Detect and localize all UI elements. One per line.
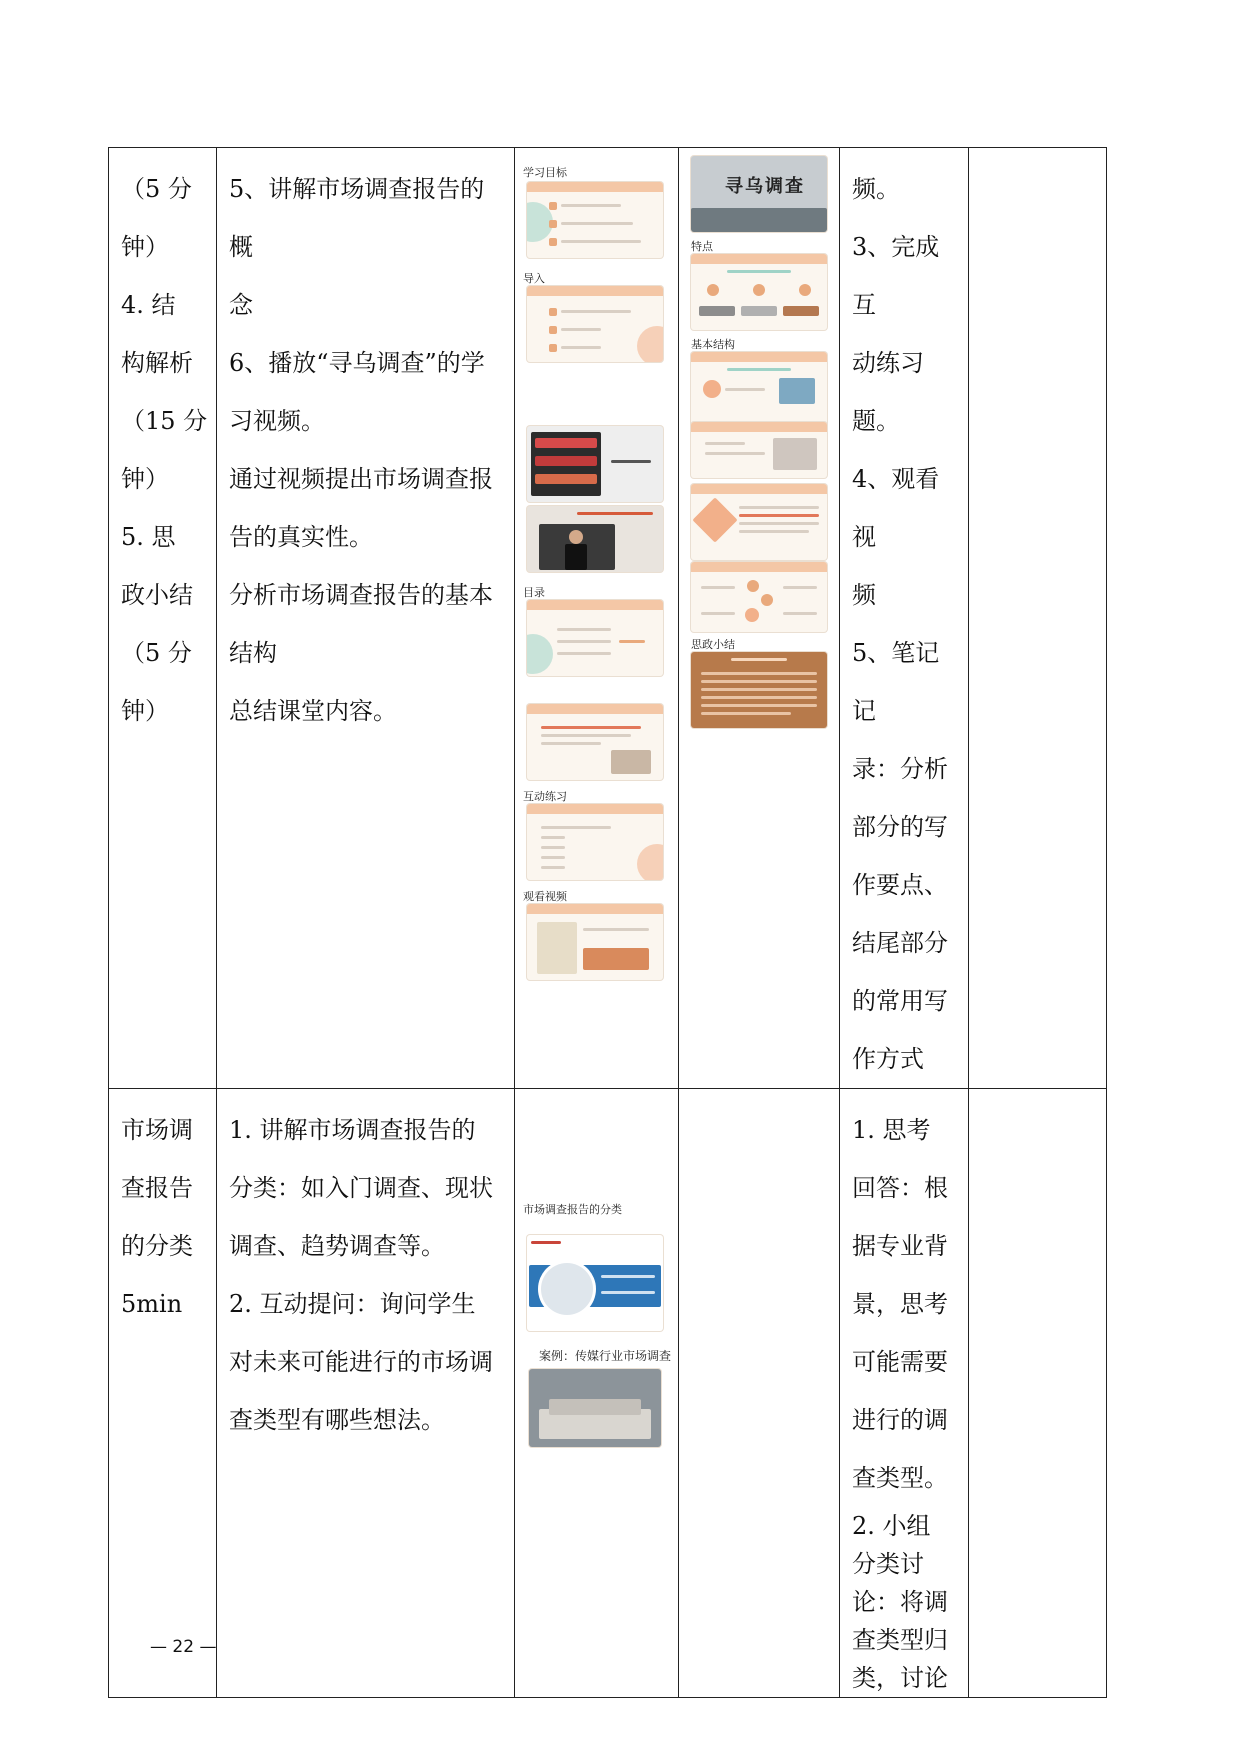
- text-line: 部分的写: [852, 813, 948, 841]
- slide-caption: 思政小结: [691, 638, 735, 651]
- slide-thumbnail-xunwu-banner: [691, 156, 827, 232]
- text-line: 市场调: [121, 1116, 193, 1144]
- text-line: 4、观看视: [852, 465, 940, 551]
- slide-thumbnail-features: [691, 254, 827, 330]
- text-line: 2. 小组: [852, 1512, 931, 1540]
- time-structure-cell: [109, 148, 217, 1089]
- slide-caption: 导入: [523, 272, 545, 285]
- notes-cell: [969, 1089, 1107, 1698]
- text-line: 5. 思: [121, 523, 176, 551]
- page-number: — 22 —: [150, 1637, 217, 1657]
- teacher-activity-cell: [217, 1089, 515, 1698]
- slide-caption: 观看视频: [523, 890, 567, 903]
- text-line: 录：分析: [852, 755, 948, 783]
- text-line: 景，思考: [852, 1290, 948, 1318]
- slide-thumbnail-intro: [527, 286, 663, 362]
- text-line: 构解析: [121, 349, 193, 377]
- case-caption: 案例：传媒行业市场调查: [539, 1349, 672, 1363]
- text-line: 2. 互动提问：询问学生: [229, 1290, 476, 1318]
- slides-cell-a: [515, 1089, 679, 1698]
- text-line: 查类型。: [852, 1464, 948, 1492]
- text-line: （5 分: [121, 175, 192, 203]
- slide-thumbnail-exercise: [527, 804, 663, 880]
- text-line: 5、笔记记: [852, 639, 940, 725]
- text-line: 6、播放“寻乌调查”的学: [229, 349, 485, 377]
- text-line: 查类型归: [852, 1626, 948, 1654]
- student-activity-cell: [840, 148, 969, 1089]
- text-line: 结构: [229, 639, 277, 667]
- slide-thumbnail-contents: [527, 600, 663, 676]
- text-line: 1. 讲解市场调查报告的: [229, 1116, 476, 1144]
- text-line: 作方式: [852, 1045, 924, 1073]
- text-line: 总结课堂内容。: [229, 697, 397, 725]
- text-line: （15 分: [121, 407, 208, 435]
- text-line: 分析市场调查报告的基本: [229, 581, 493, 609]
- slides-cell-b: [679, 1089, 840, 1698]
- text-line: 回答：根: [852, 1174, 948, 1202]
- banner-title: 寻乌调查: [725, 176, 805, 197]
- table-row: [109, 148, 1107, 1089]
- text-line: 4. 结: [121, 291, 176, 319]
- slide-thumbnail-structure-3: [691, 484, 827, 560]
- text-line: （5 分: [121, 639, 192, 667]
- slide-caption: 特点: [691, 240, 713, 253]
- text-line: 习视频。: [229, 407, 325, 435]
- slide-caption: 市场调查报告的分类: [523, 1203, 622, 1216]
- slide-thumbnail-question: [527, 704, 663, 780]
- text-line: 5min: [121, 1290, 183, 1318]
- student-activity-cell: [840, 1089, 969, 1698]
- slides-cell-b: [679, 148, 840, 1089]
- slides-cell-a: [515, 148, 679, 1089]
- text-line: 可能需要: [852, 1348, 948, 1376]
- slide-thumbnail-video-speaker: [527, 506, 663, 572]
- slide-thumbnail-newspapers: [529, 1369, 661, 1447]
- slide-thumbnail-watch-video: [527, 904, 663, 980]
- text-line: 的分类: [121, 1232, 193, 1260]
- time-structure-cell: [109, 1089, 217, 1698]
- text-line: 调查、趋势调查等。: [229, 1232, 445, 1260]
- slide-thumbnail-structure-4: [691, 562, 827, 632]
- teacher-activity-cell: [217, 148, 515, 1089]
- text-line: 政小结: [121, 581, 193, 609]
- text-line: 作要点、: [852, 871, 948, 899]
- slide-caption: 目录: [523, 586, 545, 599]
- slide-caption: 互动练习: [523, 790, 567, 803]
- notes-cell: [969, 148, 1107, 1089]
- text-line: 动练习: [852, 349, 924, 377]
- text-line: 频: [852, 581, 876, 609]
- slide-thumbnail-product-shelf: [527, 426, 663, 502]
- text-line: 论：将调: [852, 1588, 948, 1616]
- text-line: 查报告: [121, 1174, 193, 1202]
- text-line: 5、讲解市场调查报告的概: [229, 175, 485, 261]
- slide-thumbnail-structure-2: [691, 422, 827, 478]
- text-line: 对未来可能进行的市场调: [229, 1348, 493, 1376]
- slide-caption: 学习目标: [523, 166, 567, 179]
- text-line: 类，讨论: [852, 1664, 948, 1692]
- slide-thumbnail-summary: [691, 652, 827, 728]
- text-line: 告的真实性。: [229, 523, 373, 551]
- text-line: 结尾部分: [852, 929, 948, 957]
- text-line: 据专业背: [852, 1232, 948, 1260]
- slide-caption: 基本结构: [691, 338, 735, 351]
- text-line: 钟）: [121, 465, 169, 493]
- slide-thumbnail-classification: [527, 1235, 663, 1331]
- text-line: 分类讨: [852, 1550, 924, 1578]
- text-line: 的常用写: [852, 987, 948, 1015]
- text-line: 进行的调: [852, 1406, 948, 1434]
- slide-thumbnail-structure-1: [691, 352, 827, 428]
- text-line: 通过视频提出市场调查报: [229, 465, 493, 493]
- text-line: 分类：如入门调查、现状: [229, 1174, 493, 1202]
- lesson-plan-table: [108, 147, 1107, 1698]
- text-line: 钟）: [121, 697, 169, 725]
- text-line: 频。: [852, 175, 900, 203]
- text-line: 3、完成互: [852, 233, 940, 319]
- text-line: 1. 思考: [852, 1116, 931, 1144]
- text-line: 钟）: [121, 233, 169, 261]
- table-row: [109, 1089, 1107, 1698]
- text-line: 题。: [852, 407, 900, 435]
- text-line: 念: [229, 291, 253, 319]
- text-line: 查类型有哪些想法。: [229, 1406, 445, 1434]
- slide-thumbnail-learning-goals: [527, 182, 663, 258]
